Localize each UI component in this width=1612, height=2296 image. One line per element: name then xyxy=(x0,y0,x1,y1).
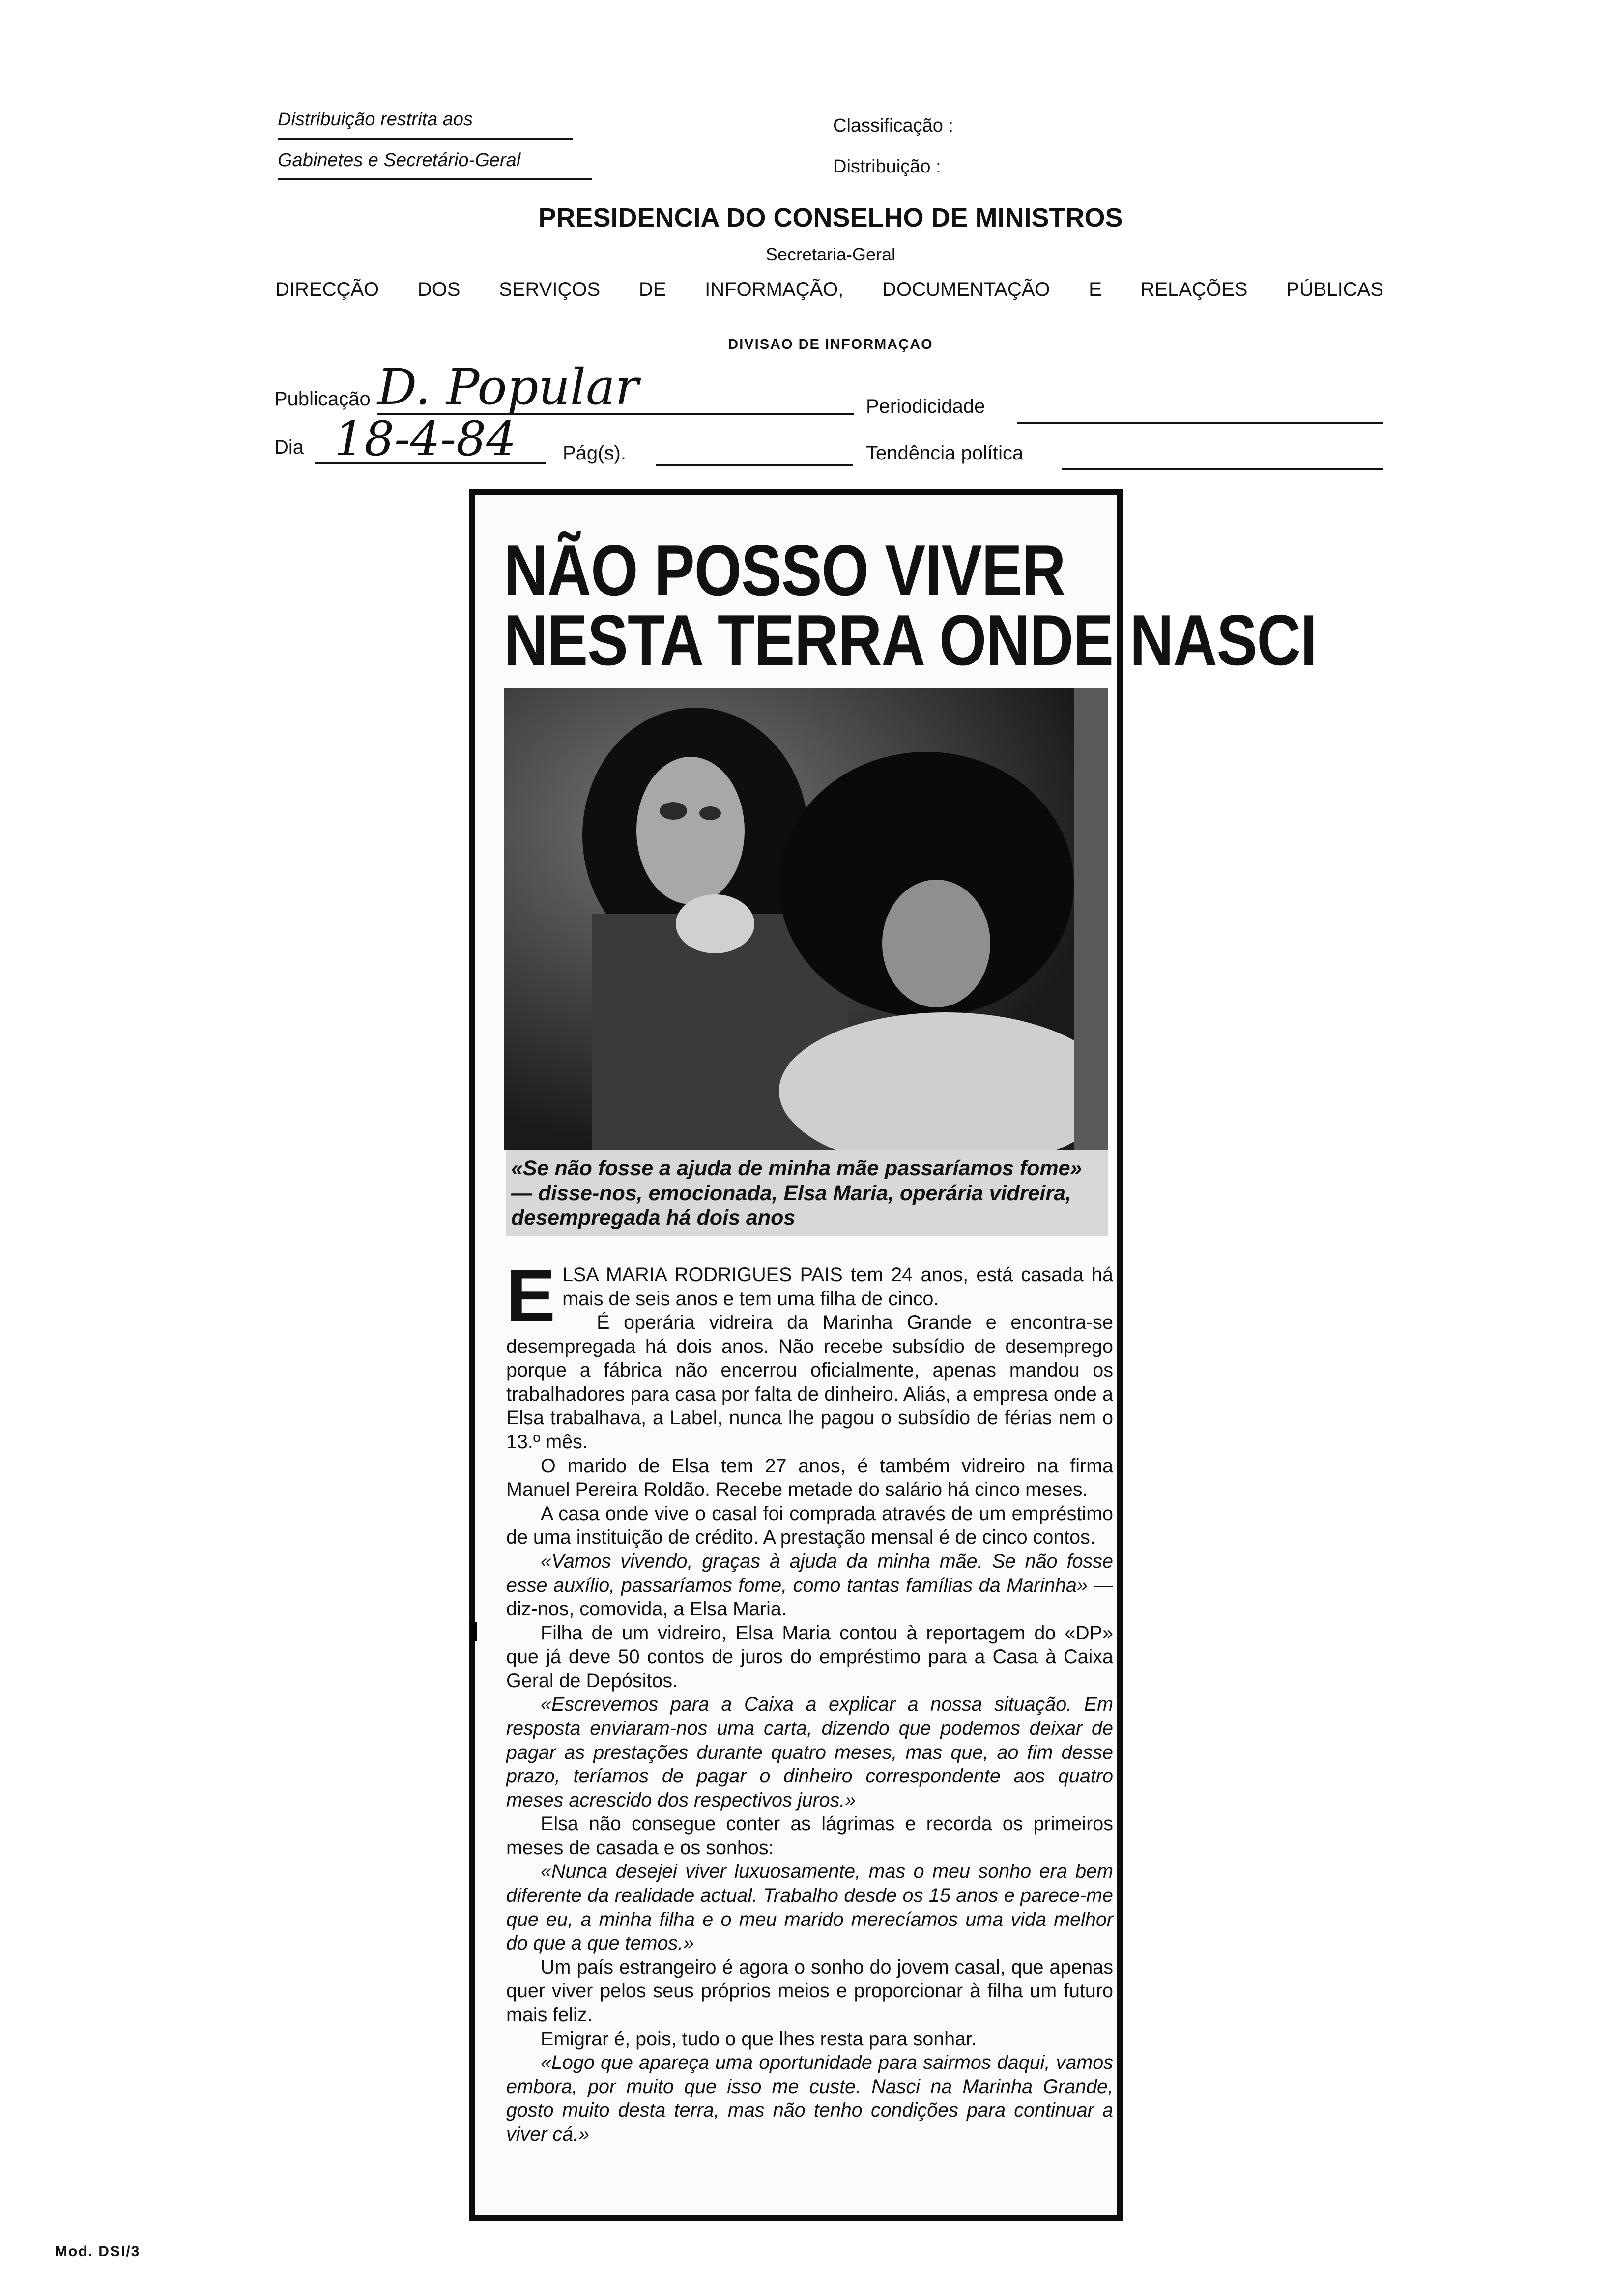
direccao-title: DIRECÇÃO DOS SERVIÇOS DE INFORMAÇÃO, DOCUMENTAÇÃO E RELAÇÕES PÚBLICAS xyxy=(275,279,1383,300)
underline-2 xyxy=(278,178,592,180)
publicacao-label: Publicação xyxy=(274,388,371,410)
paragraph-12: «Logo que apareça uma oportunidade para sairmos daqui, vamos embora, por muito que isso me custe. Nasci na Marinha Grande, gosto muito desta terra, mas não tenho condições para continuar a viver cá.» xyxy=(506,2052,1113,2145)
tendencia-label: Tendência política xyxy=(866,442,1024,464)
dia-label: Dia xyxy=(274,436,304,458)
paragraph-1-text: LSA MARIA RODRIGUES PAIS tem 24 anos, está casada há mais de seis anos e tem uma filha de cinco. xyxy=(562,1264,1113,1310)
periodicidade-label: Periodicidade xyxy=(866,396,985,417)
restricted-distribution-line1: Distribuição restrita aos xyxy=(278,109,473,130)
pags-label: Pág(s). xyxy=(563,442,626,464)
article-body xyxy=(506,1254,1114,2146)
paragraph-2: É operária vidreira da Marinha Grande e encontra-se desempregada há dois anos. Não recebe subsídio de desemprego porque a fábrica não encerrou oficialmente, apenas mandou os trabalhadores para casa por falta de dinheiro. Aliás, a empresa onde a Elsa trabalhava, a Label, nunca lhe pagou o subsídio de férias nem o 13.º mês. xyxy=(506,1312,1113,1453)
paragraph-5-quote: «Vamos vivendo, graças à ajuda da minha mãe. Se não fosse esse auxílio, passaríamos fome, como tantas famílias da Marinha» xyxy=(506,1550,1113,1596)
dia-handwritten: 18-4-84 xyxy=(334,411,517,466)
clipping-mark xyxy=(471,1622,477,1641)
dia-line xyxy=(315,462,546,464)
divisao-title: DIVISAO DE INFORMAÇAO xyxy=(728,337,933,352)
paragraph-5 xyxy=(506,1550,1113,1621)
paragraph-5-rest: — diz-nos, comovida, a Elsa Maria. xyxy=(506,1574,1114,1620)
tendencia-line xyxy=(1062,468,1383,470)
underline-1 xyxy=(278,138,573,140)
paragraph-1 xyxy=(506,1254,1113,1337)
paragraph-7: «Escrevemos para a Caixa a explicar a nossa situação. Em resposta enviaram-nos uma carta, dizendo que podemos deixar de pagar as prestações durante quatro meses, mas que, ao fim desse prazo, teríamos de pagar o dinheiro correspondente aos quatro meses acrescido dos respectivos juros.» xyxy=(506,1693,1113,1811)
paragraph-4: A casa onde vive o casal foi comprada através de um empréstimo de uma instituição de crédito. A prestação mensal é de cinco contos. xyxy=(506,1502,1113,1549)
photo-illustration xyxy=(504,688,1108,1150)
headline-line1: NÃO POSSO VIVER xyxy=(504,531,1065,611)
pags-line xyxy=(656,464,853,466)
publicacao-handwritten: D. Popular xyxy=(377,358,639,416)
paragraph-10: Um país estrangeiro é agora o sonho do jovem casal, que apenas quer viver pelos seus próprios meios e proporcionar à filha um futuro mais feliz. xyxy=(506,1956,1113,2026)
paragraph-9: «Nunca desejei viver luxuosamente, mas o meu sonho era bem diferente da realidade actual. Trabalho desde os 15 anos e parece-me que eu, a minha filha e o meu marido merecíamos uma vida melhor do que a que temos.» xyxy=(506,1861,1113,1954)
ministry-title: PRESIDENCIA DO CONSELHO DE MINISTROS xyxy=(538,203,1123,232)
paragraph-6: Filha de um vidreiro, Elsa Maria contou à reportagem do «DP» que já deve 50 contos de juros do empréstimo para a Casa à Caixa Geral de Depósitos. xyxy=(506,1622,1113,1692)
periodicidade-line xyxy=(1017,422,1383,424)
classificacao-label: Classificação : xyxy=(833,115,953,136)
headline-line2: NESTA TERRA ONDE NASCI xyxy=(504,601,1317,681)
secretaria-title: Secretaria-Geral xyxy=(765,244,896,264)
paragraph-3: O marido de Elsa tem 27 anos, é também vidreiro na firma Manuel Pereira Roldão. Recebe metade do salário há cinco meses. xyxy=(506,1455,1113,1501)
drop-cap: E xyxy=(506,1254,556,1337)
paragraph-11: Emigrar é, pois, tudo o que lhes resta para sonhar. xyxy=(541,2028,977,2050)
restricted-distribution-line2: Gabinetes e Secretário-Geral xyxy=(278,150,521,171)
distribuicao-label: Distribuição : xyxy=(833,156,941,177)
paragraph-8: Elsa não consegue conter as lágrimas e recorda os primeiros meses de casada e os sonhos: xyxy=(506,1813,1113,1859)
article-photo xyxy=(504,688,1108,1150)
photo-caption: «Se não fosse a ajuda de minha mãe passaríamos fome» — disse-nos, emocionada, Elsa Maria, operária vidreira, desempregada há dois anos xyxy=(506,1150,1108,1236)
form-model-code: Mod. DSI/3 xyxy=(55,2243,141,2260)
